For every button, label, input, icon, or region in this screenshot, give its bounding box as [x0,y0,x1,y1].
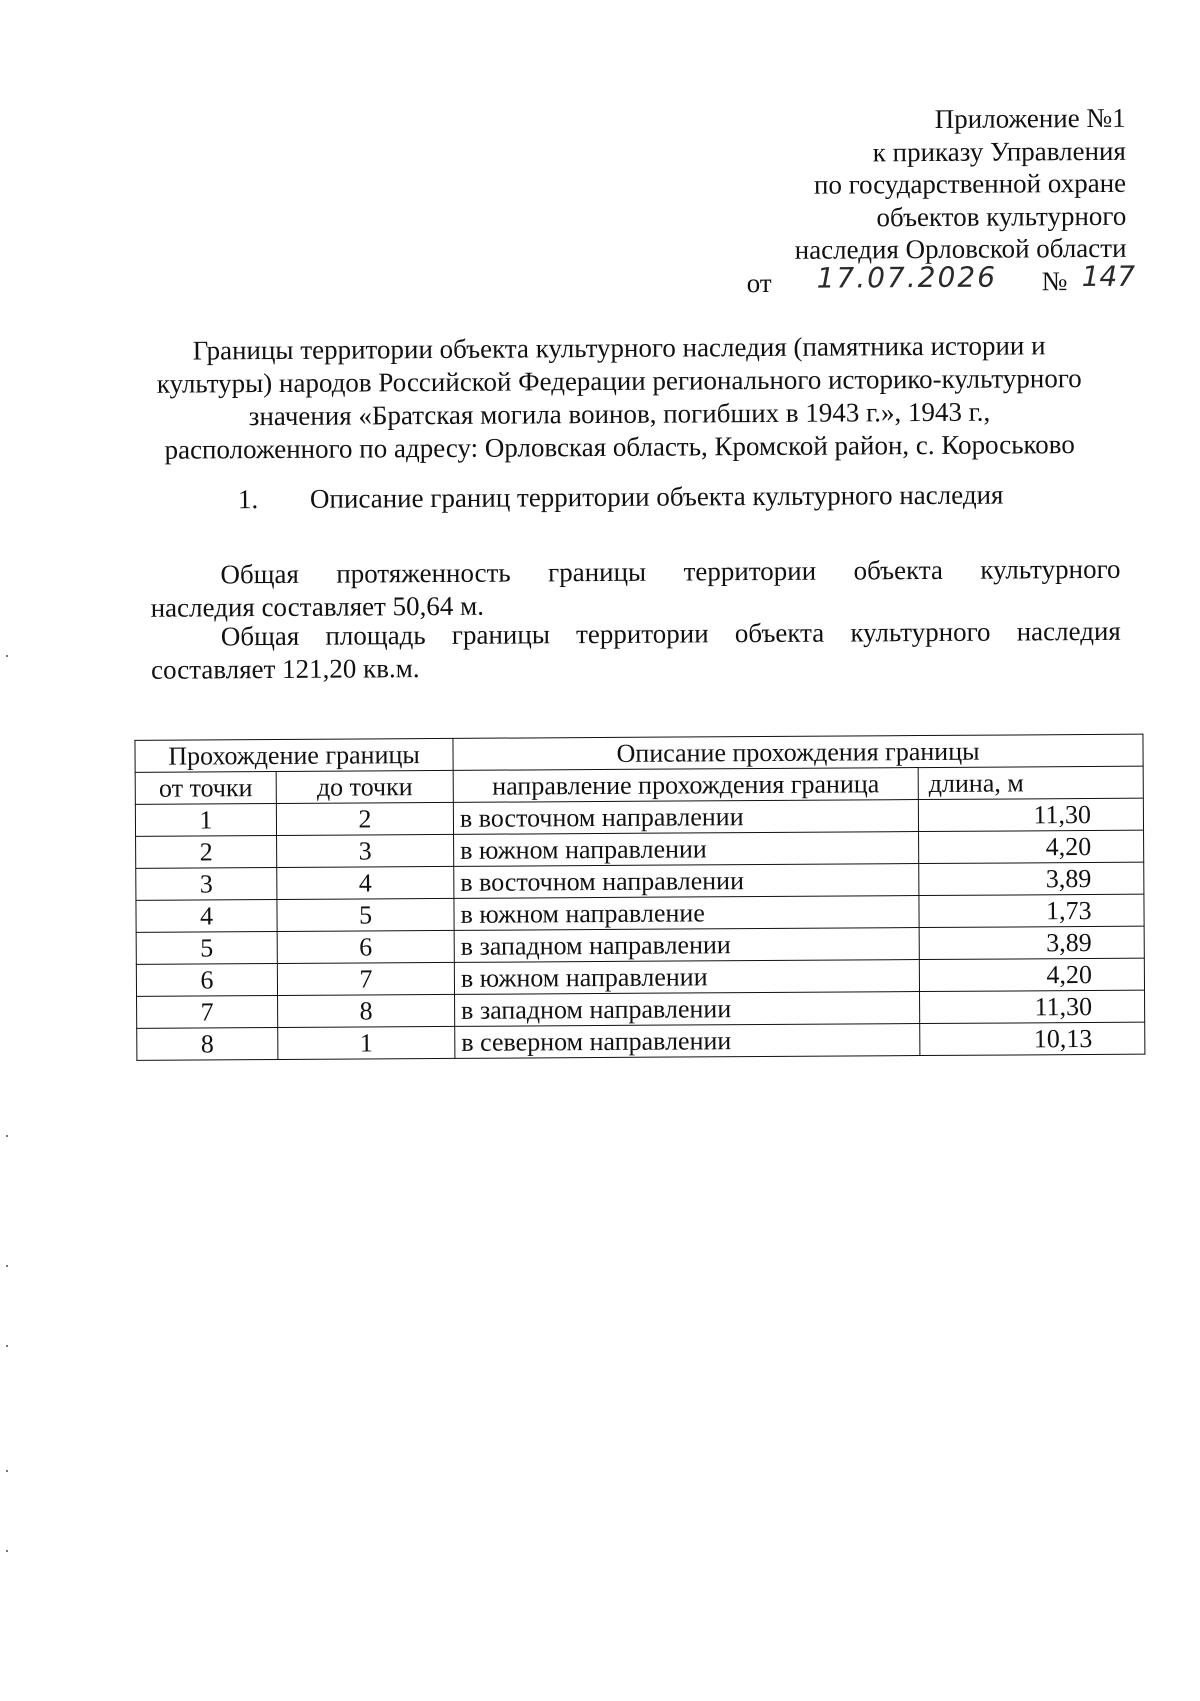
cell-length: 10,13 [920,1022,1145,1055]
paragraph-rest: наследия составляет 50,64 м. [150,590,485,623]
section-heading [238,480,1004,516]
title-line: значения «Братская могила воинов, погибших в 1943 г.», 1943 г., [248,396,991,432]
cell-direction: в восточном направлении [453,800,918,835]
appendix-line: к приказу Управления [872,135,1126,167]
section-number: 1. [237,484,259,515]
cell-to: 4 [277,866,454,899]
boundary-table [134,734,1145,1061]
cell-to: 6 [277,930,454,963]
column-header-to: до точки [276,770,453,803]
cell-from: 4 [136,899,277,932]
scan-speck [6,1135,8,1137]
table-row [137,1022,1145,1060]
scan-speck [6,655,8,657]
cell-from: 3 [136,867,277,900]
appendix-line: объектов культурного [876,200,1127,232]
cell-to: 3 [277,834,454,867]
scan-speck [6,1265,8,1267]
group-header-passage: Прохождение границы [135,738,453,772]
appendix-line: по государственной охране [813,167,1127,200]
scan-speck [6,1345,8,1347]
cell-to: 5 [277,898,454,931]
cell-length: 3,89 [919,926,1144,959]
paragraph-rest: составляет 121,20 кв.м. [150,653,420,685]
cell-from: 2 [136,835,277,868]
column-header-from: от точки [135,771,276,804]
appendix-line: Приложение №1 [934,102,1126,134]
cell-direction: в южном направление [454,896,919,931]
cell-from: 7 [137,995,278,1028]
cell-direction: в южном направлении [454,960,919,995]
cell-length: 1,73 [919,894,1144,927]
group-header-description: Описание прохождения границы [453,734,1143,770]
handwritten-number: 147 [1081,259,1136,293]
section-title: Описание границ территории объекта культурного наследия [309,479,1004,514]
document-title [139,329,1100,467]
cell-direction: в западном направлении [455,992,920,1027]
cell-from: 6 [136,963,277,996]
cell-direction: в восточном направлении [454,864,919,899]
order-date-line [746,259,1136,300]
cell-to: 8 [278,994,455,1027]
area-paragraph [151,615,1121,687]
cell-direction: в западном направлении [454,928,919,963]
cell-direction: в северном направлении [455,1024,920,1059]
paragraph-first-line: Общая протяженность границы территории объекта культурного [220,553,1121,590]
cell-length: 4,20 [919,830,1144,863]
cell-length: 4,20 [919,958,1144,991]
date-label: от [746,267,772,298]
cell-length: 11,30 [920,990,1145,1023]
cell-from: 5 [136,931,277,964]
cell-direction: в южном направлении [454,832,919,867]
handwritten-date: 17.07.2026 [816,260,998,295]
length-paragraph [150,553,1120,625]
cell-length: 11,30 [918,798,1143,831]
cell-from: 8 [137,1027,278,1060]
cell-to: 1 [278,1026,455,1059]
cell-from: 1 [135,803,276,836]
cell-length: 3,89 [919,862,1144,895]
title-line: расположенного по адресу: Орловская область, Кромской район, с. Короськово [164,429,1075,465]
title-line: Границы территории объекта культурного наследия (памятника истории и [192,330,1046,366]
scan-speck [6,1470,8,1472]
column-header-direction: направление прохождения граница [453,768,918,803]
paragraph-first-line: Общая площадь границы территории объекта культурного наследия [220,615,1121,652]
number-label: № [1041,265,1068,296]
scan-speck [6,1550,8,1552]
appendix-line: наследия Орловской области [794,232,1127,265]
title-line: культуры) народов Российской Федерации регионального историко-культурного [156,363,1082,399]
cell-to: 7 [277,962,454,995]
column-header-length: длина, м [918,766,1143,799]
cell-to: 2 [276,802,453,835]
appendix-header [746,102,1136,301]
